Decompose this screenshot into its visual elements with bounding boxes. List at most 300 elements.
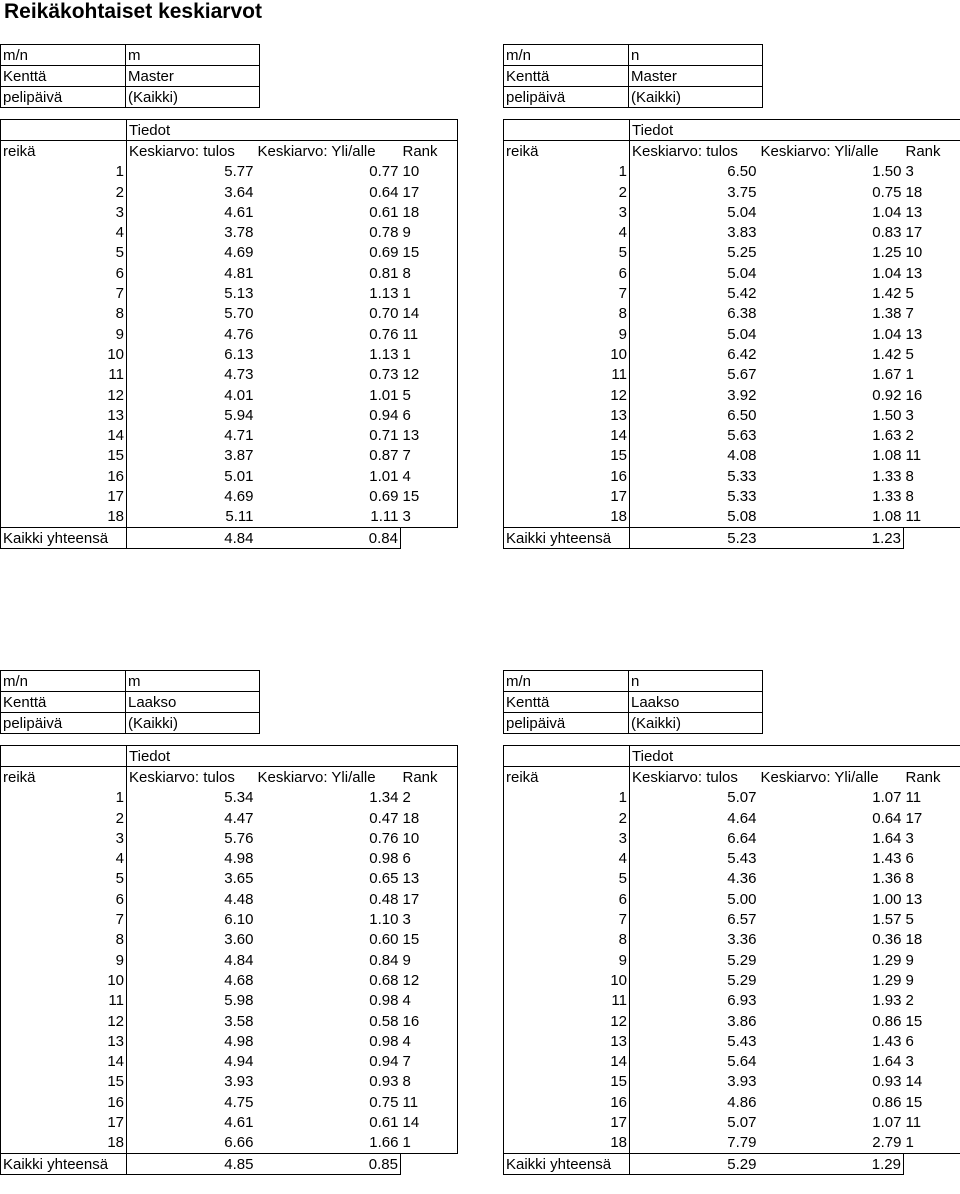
table-row	[1, 889, 458, 909]
avg-score-cell: 4.47	[127, 808, 256, 828]
hole-number: 4	[504, 222, 630, 242]
table-row	[504, 243, 960, 263]
hole-number: 3	[504, 828, 630, 848]
avg-over-cell: 0.98	[369, 1032, 399, 1050]
avg-score-cell: 4.01	[127, 385, 256, 405]
table-row	[504, 788, 960, 808]
table-row	[1, 909, 458, 929]
table-row	[1, 828, 458, 848]
filter-row	[504, 671, 763, 692]
hole-number: 11	[504, 991, 630, 1011]
avg-over-cell: 1.25	[872, 244, 902, 262]
rank-cell: 9	[904, 970, 960, 990]
table-row	[504, 869, 960, 889]
column-header: Rank	[401, 141, 458, 162]
avg-score-cell: 5.00	[630, 889, 759, 909]
table-row	[504, 222, 960, 242]
avg-score-cell: 3.86	[630, 1011, 759, 1031]
avg-over-cell: 1.07	[872, 1113, 902, 1131]
filter-field[interactable]: m/n	[1, 671, 126, 692]
table-row	[504, 930, 960, 950]
hole-number: 12	[504, 385, 630, 405]
avg-over-cell: 0.65	[369, 870, 399, 888]
hole-number: 9	[1, 324, 127, 344]
pivot-table	[503, 119, 960, 549]
avg-score-cell: 4.81	[127, 263, 256, 283]
avg-score-cell: 5.43	[630, 1031, 759, 1051]
table-row	[1, 869, 458, 889]
filter-value[interactable]: (Kaikki)	[629, 713, 763, 734]
table-row	[1, 1051, 458, 1071]
avg-over-cell: 0.84	[369, 951, 399, 969]
filter-table	[503, 670, 763, 734]
table-row	[504, 385, 960, 405]
table-row	[504, 304, 960, 324]
avg-score-cell: 5.43	[630, 848, 759, 868]
avg-over-cell: 1.38	[872, 305, 902, 323]
table-row	[1, 1011, 458, 1031]
table-row	[504, 848, 960, 868]
avg-over-cell: 1.08	[872, 447, 902, 465]
hole-number: 4	[1, 222, 127, 242]
hole-number: 13	[504, 405, 630, 425]
hole-number: 5	[504, 869, 630, 889]
avg-score-cell: 5.33	[630, 466, 759, 486]
row-field-header[interactable]: reikä	[1, 767, 127, 788]
hole-number: 7	[1, 909, 127, 929]
hole-number: 18	[1, 1133, 127, 1154]
avg-score-cell: 5.76	[127, 828, 256, 848]
total-avg-over: 1.29	[759, 1153, 904, 1174]
rank-cell: 17	[401, 889, 458, 909]
avg-over-cell: 1.29	[872, 951, 902, 969]
avg-score-cell: 4.84	[127, 950, 256, 970]
avg-over-cell: 0.70	[369, 305, 399, 323]
rank-cell: 7	[904, 304, 960, 324]
hole-number: 11	[1, 991, 127, 1011]
avg-score-cell: 4.64	[630, 808, 759, 828]
avg-score-cell: 4.94	[127, 1051, 256, 1071]
hole-number: 8	[1, 304, 127, 324]
avg-over-cell: 1.50	[872, 163, 902, 181]
total-avg-score: 5.29	[630, 1153, 759, 1174]
column-header: Keskiarvo: tulos	[630, 767, 759, 788]
rank-cell: 6	[904, 848, 960, 868]
avg-over-cell: 0.77	[369, 163, 399, 181]
avg-over-cell: 1.63	[872, 427, 902, 445]
filter-field[interactable]: Kenttä	[1, 692, 126, 713]
table-row	[1, 507, 458, 528]
rank-cell: 16	[904, 385, 960, 405]
avg-over-cell: 0.58	[369, 1012, 399, 1030]
hole-number: 8	[504, 304, 630, 324]
avg-score-cell: 5.11	[127, 507, 256, 528]
avg-over-cell: 0.93	[872, 1073, 902, 1091]
table-row	[1, 1072, 458, 1092]
avg-score-cell: 4.86	[630, 1092, 759, 1112]
filter-value[interactable]: (Kaikki)	[126, 713, 260, 734]
avg-score-cell: 4.08	[630, 446, 759, 466]
hole-number: 18	[1, 507, 127, 528]
rank-cell: 13	[401, 425, 458, 445]
avg-score-cell: 5.07	[630, 788, 759, 808]
table-row	[1, 486, 458, 506]
filter-row	[504, 87, 763, 108]
total-avg-score: 4.84	[127, 527, 256, 548]
filter-value[interactable]: (Kaikki)	[126, 87, 260, 108]
avg-over-cell: 0.98	[369, 992, 399, 1010]
hole-number: 11	[504, 365, 630, 385]
avg-score-cell: 3.36	[630, 930, 759, 950]
table-row	[1, 263, 458, 283]
avg-score-cell: 5.29	[630, 950, 759, 970]
filter-row	[1, 66, 260, 87]
avg-over-cell: 0.83	[872, 224, 902, 242]
avg-score-cell: 3.78	[127, 222, 256, 242]
avg-score-cell: 4.75	[127, 1092, 256, 1112]
hole-number: 7	[504, 909, 630, 929]
avg-score-cell: 4.68	[127, 970, 256, 990]
filter-row	[1, 713, 260, 734]
filter-field[interactable]: pelipäivä	[504, 713, 629, 734]
rank-cell: 13	[401, 869, 458, 889]
rank-cell: 8	[401, 1072, 458, 1092]
avg-score-cell: 6.57	[630, 909, 759, 929]
rank-cell: 14	[401, 304, 458, 324]
avg-over-cell: 1.36	[872, 870, 902, 888]
avg-score-cell: 3.75	[630, 182, 759, 202]
rank-cell: 8	[904, 486, 960, 506]
data-field-header[interactable]: Tiedot	[127, 746, 256, 767]
avg-over-cell: 1.93	[872, 992, 902, 1010]
filter-row	[1, 87, 260, 108]
hole-number: 10	[1, 970, 127, 990]
pivot-table	[0, 745, 458, 1175]
column-header: Keskiarvo: tulos	[127, 141, 256, 162]
filter-table	[0, 44, 260, 108]
table-row	[504, 889, 960, 909]
avg-score-cell: 5.04	[630, 202, 759, 222]
avg-over-cell: 0.98	[369, 850, 399, 868]
row-field-header[interactable]: reikä	[1, 141, 127, 162]
rank-cell: 13	[904, 263, 960, 283]
avg-score-cell: 5.08	[630, 507, 759, 528]
avg-over-cell: 1.04	[872, 325, 902, 343]
hole-number: 16	[504, 466, 630, 486]
data-header-row	[504, 746, 960, 767]
table-row	[504, 162, 960, 182]
avg-over-cell: 0.36	[872, 931, 902, 949]
hole-number: 2	[1, 182, 127, 202]
avg-over-cell: 0.94	[369, 406, 399, 424]
hole-number: 6	[504, 263, 630, 283]
hole-number: 8	[1, 930, 127, 950]
hole-number: 1	[504, 162, 630, 182]
filter-field[interactable]: Kenttä	[1, 66, 126, 87]
hole-number: 11	[1, 365, 127, 385]
hole-number: 4	[504, 848, 630, 868]
column-header-row	[1, 141, 458, 162]
data-field-header[interactable]: Tiedot	[127, 120, 256, 141]
hole-number: 15	[504, 446, 630, 466]
avg-score-cell: 4.98	[127, 1031, 256, 1051]
hole-number: 2	[504, 808, 630, 828]
avg-over-cell: 0.86	[872, 1093, 902, 1111]
avg-over-cell: 0.69	[369, 487, 399, 505]
table-row	[1, 425, 458, 445]
rank-cell: 10	[401, 162, 458, 182]
table-row	[1, 385, 458, 405]
avg-over-cell: 1.07	[872, 789, 902, 807]
rank-cell: 18	[401, 202, 458, 222]
rank-cell: 11	[904, 1112, 960, 1132]
hole-number: 3	[1, 202, 127, 222]
filter-value[interactable]: m	[126, 671, 260, 692]
avg-over-cell: 0.76	[369, 325, 399, 343]
total-label: Kaikki yhteensä	[504, 1153, 630, 1174]
table-row	[504, 263, 960, 283]
hole-number: 9	[504, 324, 630, 344]
avg-over-cell: 0.69	[369, 244, 399, 262]
rank-cell: 8	[904, 869, 960, 889]
total-label: Kaikki yhteensä	[504, 527, 630, 548]
table-row	[504, 344, 960, 364]
avg-over-cell: 0.60	[369, 931, 399, 949]
avg-score-cell: 5.42	[630, 283, 759, 303]
hole-number: 15	[504, 1072, 630, 1092]
table-row	[504, 486, 960, 506]
avg-over-cell: 0.93	[369, 1073, 399, 1091]
hole-number: 7	[504, 283, 630, 303]
avg-score-cell: 4.76	[127, 324, 256, 344]
data-header-row	[504, 120, 960, 141]
rank-cell: 16	[401, 1011, 458, 1031]
pivot-block	[0, 44, 457, 549]
pivot-block	[0, 670, 457, 1175]
rank-cell: 12	[401, 365, 458, 385]
avg-score-cell: 5.94	[127, 405, 256, 425]
avg-score-cell: 5.07	[630, 1112, 759, 1132]
filter-field[interactable]: m/n	[1, 45, 126, 66]
table-row	[1, 808, 458, 828]
table-row	[1, 365, 458, 385]
column-header: Rank	[904, 767, 960, 788]
filter-value[interactable]: Master	[629, 66, 763, 87]
rank-cell: 1	[401, 283, 458, 303]
hole-number: 16	[1, 466, 127, 486]
filter-field[interactable]: Kenttä	[504, 692, 629, 713]
rank-cell: 15	[401, 486, 458, 506]
filter-value[interactable]: m	[126, 45, 260, 66]
avg-score-cell: 5.67	[630, 365, 759, 385]
table-row	[1, 848, 458, 868]
avg-over-cell: 0.64	[369, 183, 399, 201]
avg-over-cell: 0.61	[369, 1113, 399, 1131]
filter-row	[504, 713, 763, 734]
avg-score-cell: 6.50	[630, 405, 759, 425]
rank-cell: 8	[904, 466, 960, 486]
table-row	[1, 182, 458, 202]
avg-over-cell: 1.50	[872, 406, 902, 424]
total-row	[504, 1153, 960, 1174]
rank-cell: 5	[904, 283, 960, 303]
rank-cell: 4	[401, 1031, 458, 1051]
avg-over-cell: 1.11	[256, 507, 401, 528]
hole-number: 2	[504, 182, 630, 202]
avg-over-cell: 0.64	[872, 809, 902, 827]
rank-cell: 15	[904, 1011, 960, 1031]
table-row	[504, 909, 960, 929]
avg-over-cell: 1.66	[256, 1133, 401, 1154]
column-header-row	[504, 141, 960, 162]
avg-score-cell: 6.10	[127, 909, 256, 929]
avg-score-cell: 4.61	[127, 202, 256, 222]
column-header: Rank	[904, 141, 960, 162]
avg-over-cell: 0.61	[369, 203, 399, 221]
filter-field[interactable]: m/n	[504, 45, 629, 66]
rank-cell: 15	[401, 930, 458, 950]
hole-number: 6	[504, 889, 630, 909]
filter-row	[1, 692, 260, 713]
rank-cell: 11	[401, 1092, 458, 1112]
filter-field[interactable]: pelipäivä	[1, 87, 126, 108]
filter-value[interactable]: Laakso	[126, 692, 260, 713]
avg-score-cell: 3.93	[630, 1072, 759, 1092]
filter-field[interactable]: Kenttä	[504, 66, 629, 87]
table-row	[1, 970, 458, 990]
total-avg-over: 1.23	[759, 527, 904, 548]
rank-cell: 5	[401, 385, 458, 405]
avg-over-cell: 0.73	[369, 366, 399, 384]
table-row	[1, 930, 458, 950]
table-row	[1, 202, 458, 222]
column-header: Keskiarvo: tulos	[630, 141, 759, 162]
data-field-header[interactable]: Tiedot	[630, 746, 759, 767]
avg-over-cell: 0.76	[369, 829, 399, 847]
rank-cell: 12	[401, 970, 458, 990]
avg-over-cell: 1.64	[872, 1053, 902, 1071]
rank-cell: 1	[904, 1133, 960, 1154]
table-row	[504, 1031, 960, 1051]
hole-number: 14	[1, 425, 127, 445]
filter-value[interactable]: n	[629, 45, 763, 66]
hole-number: 16	[504, 1092, 630, 1112]
table-row	[1, 222, 458, 242]
avg-score-cell: 6.93	[630, 991, 759, 1011]
table-row	[1, 1112, 458, 1132]
filter-field[interactable]: m/n	[504, 671, 629, 692]
avg-score-cell: 5.77	[127, 162, 256, 182]
data-header-row	[1, 120, 458, 141]
avg-score-cell: 4.71	[127, 425, 256, 445]
hole-number: 6	[1, 263, 127, 283]
column-header: Keskiarvo: Yli/alle	[759, 141, 904, 162]
avg-score-cell: 3.87	[127, 446, 256, 466]
table-row	[1, 324, 458, 344]
avg-score-cell: 5.64	[630, 1051, 759, 1071]
table-row	[504, 1133, 960, 1154]
avg-score-cell: 5.70	[127, 304, 256, 324]
table-row	[504, 970, 960, 990]
table-row	[504, 425, 960, 445]
hole-number: 4	[1, 848, 127, 868]
table-row	[1, 304, 458, 324]
table-row	[504, 1112, 960, 1132]
avg-score-cell: 3.58	[127, 1011, 256, 1031]
hole-number: 13	[504, 1031, 630, 1051]
avg-score-cell: 4.69	[127, 243, 256, 263]
hole-number: 17	[1, 1112, 127, 1132]
table-row	[504, 202, 960, 222]
total-label: Kaikki yhteensä	[1, 1153, 127, 1174]
row-field-header[interactable]: reikä	[504, 141, 630, 162]
table-row	[504, 446, 960, 466]
data-field-header[interactable]: Tiedot	[630, 120, 759, 141]
table-row	[504, 365, 960, 385]
avg-over-cell: 0.47	[369, 809, 399, 827]
avg-score-cell: 6.64	[630, 828, 759, 848]
avg-over-cell: 1.42	[872, 345, 902, 363]
avg-score-cell: 5.01	[127, 466, 256, 486]
avg-score-cell: 3.92	[630, 385, 759, 405]
rank-cell: 11	[904, 507, 960, 528]
avg-over-cell: 0.87	[369, 447, 399, 465]
table-row	[1, 991, 458, 1011]
pivot-table	[0, 119, 458, 549]
filter-field[interactable]: pelipäivä	[1, 713, 126, 734]
rank-cell: 3	[904, 162, 960, 182]
rank-cell: 17	[904, 808, 960, 828]
table-row	[504, 283, 960, 303]
rank-cell: 4	[401, 466, 458, 486]
rank-cell: 6	[401, 405, 458, 425]
hole-number: 15	[1, 446, 127, 466]
avg-score-cell: 3.93	[127, 1072, 256, 1092]
filter-value[interactable]: Master	[126, 66, 260, 87]
hole-number: 14	[1, 1051, 127, 1071]
table-row	[504, 1092, 960, 1112]
filter-value[interactable]: Laakso	[629, 692, 763, 713]
row-field-header[interactable]: reikä	[504, 767, 630, 788]
hole-number: 5	[1, 869, 127, 889]
rank-cell: 2	[401, 788, 458, 808]
table-row	[1, 162, 458, 182]
avg-score-cell: 5.04	[630, 324, 759, 344]
rank-cell: 6	[904, 1031, 960, 1051]
column-header: Rank	[401, 767, 458, 788]
hole-number: 1	[504, 788, 630, 808]
filter-value[interactable]: (Kaikki)	[629, 87, 763, 108]
avg-over-cell: 0.75	[369, 1093, 399, 1111]
total-avg-over: 0.84	[256, 527, 401, 548]
avg-over-cell: 1.42	[872, 285, 902, 303]
table-row	[1, 243, 458, 263]
hole-number: 9	[1, 950, 127, 970]
hole-number: 10	[504, 970, 630, 990]
rank-cell: 3	[401, 507, 458, 528]
avg-score-cell: 5.34	[127, 788, 256, 808]
table-row	[1, 446, 458, 466]
hole-number: 12	[504, 1011, 630, 1031]
avg-over-cell: 0.68	[369, 971, 399, 989]
column-header: Keskiarvo: Yli/alle	[256, 767, 401, 788]
filter-field[interactable]: pelipäivä	[504, 87, 629, 108]
rank-cell: 18	[401, 808, 458, 828]
filter-value[interactable]: n	[629, 671, 763, 692]
avg-over-cell: 1.64	[872, 829, 902, 847]
total-avg-score: 5.23	[630, 527, 759, 548]
avg-score-cell: 5.63	[630, 425, 759, 445]
